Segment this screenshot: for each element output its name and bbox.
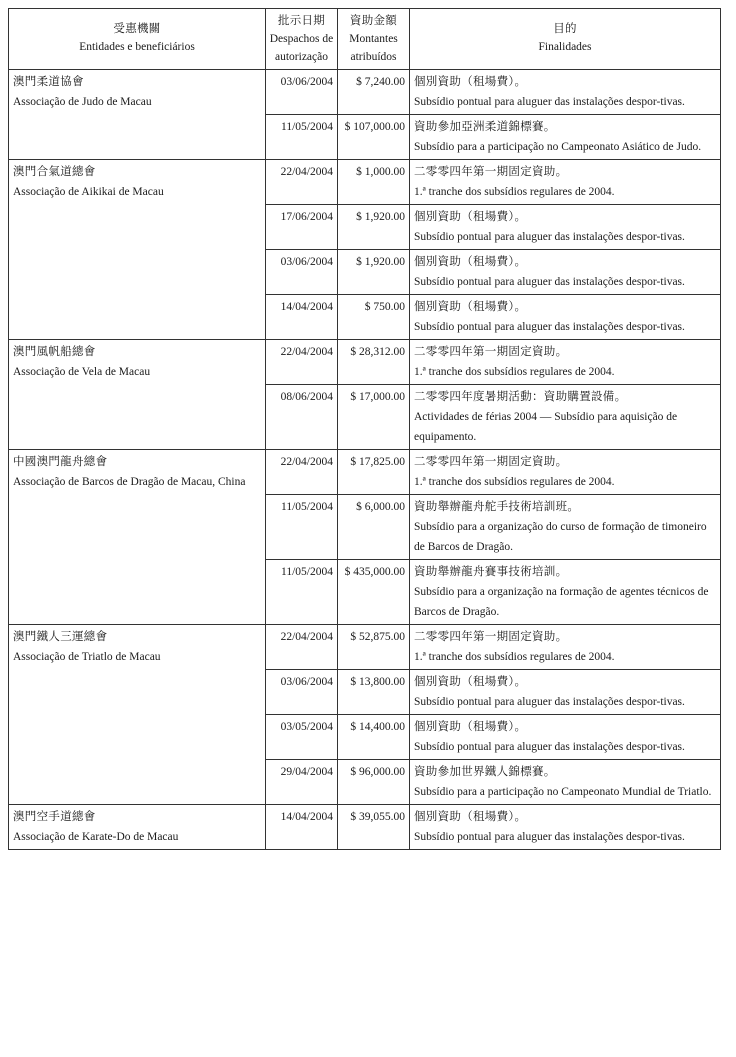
purpose-zh: 二零零四年第一期固定資助。	[414, 456, 568, 468]
amount-cell: $ 14,400.00	[338, 715, 410, 760]
header-date-pt-1: Despachos de	[269, 33, 334, 45]
purpose-zh: 個別資助（租場費）。	[414, 301, 527, 313]
entity-name-pt: Associação de Karate-Do de Macau	[13, 831, 179, 843]
purpose-cell	[410, 805, 721, 850]
purpose-zh: 個別資助（租場費）。	[414, 76, 527, 88]
amount-cell: $ 7,240.00	[338, 70, 410, 115]
purpose-zh: 資助舉辦龍舟舵手技術培訓班。	[414, 501, 580, 513]
purpose-zh: 二零零四年第一期固定資助。	[414, 631, 568, 643]
purpose-cell	[410, 115, 721, 160]
purpose-zh: 資助舉辦龍舟賽事技術培訓。	[414, 566, 568, 578]
purpose-cell	[410, 715, 721, 760]
date-cell: 17/06/2004	[266, 205, 338, 250]
entity-name-zh: 澳門合氣道總會	[13, 166, 96, 178]
date-cell: 11/05/2004	[266, 115, 338, 160]
purpose-pt: 1.ª tranche dos subsídios regulares de 2004.	[414, 186, 615, 198]
date-cell: 03/06/2004	[266, 250, 338, 295]
amount-cell: $ 107,000.00	[338, 115, 410, 160]
purpose-cell	[410, 250, 721, 295]
header-amount	[338, 9, 410, 70]
purpose-pt: Subsídio para a organização do curso de formação de timoneiro de Barcos de Dragão.	[414, 521, 707, 553]
purpose-zh: 二零零四年第一期固定資助。	[414, 166, 568, 178]
entity-cell	[9, 70, 266, 160]
header-entity-zh: 受惠機關	[113, 22, 161, 35]
purpose-zh: 二零零四年第一期固定資助。	[414, 346, 568, 358]
entity-name-zh: 中國澳門龍舟總會	[13, 456, 108, 468]
purpose-zh: 個別資助（租場費）。	[414, 721, 527, 733]
date-cell: 11/05/2004	[266, 560, 338, 625]
date-cell: 03/06/2004	[266, 670, 338, 715]
amount-cell: $ 28,312.00	[338, 340, 410, 385]
amount-cell: $ 17,825.00	[338, 450, 410, 495]
header-date-zh: 批示日期	[277, 15, 326, 27]
date-cell: 03/05/2004	[266, 715, 338, 760]
purpose-cell	[410, 760, 721, 805]
amount-cell: $ 39,055.00	[338, 805, 410, 850]
date-cell: 08/06/2004	[266, 385, 338, 450]
date-cell: 14/04/2004	[266, 805, 338, 850]
table-body	[9, 70, 721, 850]
date-cell: 22/04/2004	[266, 340, 338, 385]
date-cell: 22/04/2004	[266, 450, 338, 495]
purpose-zh: 個別資助（租場費）。	[414, 811, 527, 823]
entity-name-pt: Associação de Judo de Macau	[13, 96, 152, 108]
table-row	[9, 625, 721, 670]
purpose-zh: 個別資助（租場費）。	[414, 256, 527, 268]
entity-name-pt: Associação de Triatlo de Macau	[13, 651, 161, 663]
entity-name-pt: Associação de Aikikai de Macau	[13, 186, 164, 198]
entity-name-pt: Associação de Vela de Macau	[13, 366, 151, 378]
entity-cell	[9, 160, 266, 340]
entity-name-zh: 澳門鐵人三運總會	[13, 631, 108, 643]
purpose-zh: 資助參加世界鐵人錦標賽。	[414, 766, 556, 778]
amount-cell: $ 750.00	[338, 295, 410, 340]
purpose-pt: Subsídio pontual para aluguer das instalações despor-tivas.	[414, 831, 685, 843]
purpose-cell	[410, 560, 721, 625]
date-cell: 22/04/2004	[266, 160, 338, 205]
purpose-pt: Subsídio para a organização na formação de agentes técnicos de Barcos de Dragão.	[414, 586, 709, 618]
header-row	[9, 9, 721, 70]
amount-cell: $ 96,000.00	[338, 760, 410, 805]
purpose-cell	[410, 295, 721, 340]
amount-cell: $ 6,000.00	[338, 495, 410, 560]
table-row	[9, 70, 721, 115]
purpose-pt: Subsídio pontual para aluguer das instalações despor-tivas.	[414, 276, 685, 288]
purpose-zh: 二零零四年度暑期活動：資助購置設備。	[414, 391, 627, 403]
amount-cell: $ 17,000.00	[338, 385, 410, 450]
purpose-zh: 個別資助（租場費）。	[414, 676, 527, 688]
header-entity-pt: Entidades e beneficiários	[79, 40, 195, 53]
purpose-cell	[410, 160, 721, 205]
table-row	[9, 450, 721, 495]
purpose-cell	[410, 205, 721, 250]
date-cell: 29/04/2004	[266, 760, 338, 805]
entity-name-zh: 澳門空手道總會	[13, 811, 96, 823]
table-row	[9, 340, 721, 385]
purpose-cell	[410, 70, 721, 115]
subsidy-table	[8, 8, 721, 850]
header-entity	[9, 9, 266, 70]
purpose-pt: Subsídio pontual para aluguer das instalações despor-tivas.	[414, 741, 685, 753]
date-cell: 11/05/2004	[266, 495, 338, 560]
amount-cell: $ 52,875.00	[338, 625, 410, 670]
purpose-pt: 1.ª tranche dos subsídios regulares de 2004.	[414, 651, 615, 663]
entity-cell	[9, 450, 266, 625]
entity-cell	[9, 340, 266, 450]
date-cell: 03/06/2004	[266, 70, 338, 115]
purpose-pt: Actividades de férias 2004 — Subsídio para aquisição de equipamento.	[414, 411, 678, 443]
purpose-cell	[410, 625, 721, 670]
header-purpose-pt: Finalidades	[538, 40, 592, 53]
purpose-cell	[410, 495, 721, 560]
header-date	[266, 9, 338, 70]
header-purpose	[410, 9, 721, 70]
table-header	[9, 9, 721, 70]
purpose-pt: Subsídio para a participação no Campeonato Mundial de Triatlo.	[414, 786, 712, 798]
date-cell: 22/04/2004	[266, 625, 338, 670]
purpose-zh: 個別資助（租場費）。	[414, 211, 527, 223]
header-amount-pt-2: atribuídos	[350, 51, 397, 63]
purpose-zh: 資助參加亞洲柔道錦標賽。	[414, 121, 556, 133]
purpose-pt: 1.ª tranche dos subsídios regulares de 2004.	[414, 366, 615, 378]
table-row	[9, 160, 721, 205]
amount-cell: $ 1,920.00	[338, 250, 410, 295]
table-row	[9, 805, 721, 850]
amount-cell: $ 435,000.00	[338, 560, 410, 625]
header-date-pt-2: autorização	[275, 51, 328, 63]
purpose-cell	[410, 385, 721, 450]
date-cell: 14/04/2004	[266, 295, 338, 340]
purpose-pt: Subsídio pontual para aluguer das instalações despor-tivas.	[414, 96, 685, 108]
purpose-pt: Subsídio pontual para aluguer das instalações despor-tivas.	[414, 321, 685, 333]
purpose-cell	[410, 340, 721, 385]
purpose-cell	[410, 450, 721, 495]
purpose-cell	[410, 670, 721, 715]
entity-name-pt: Associação de Barcos de Dragão de Macau, China	[13, 476, 246, 488]
header-amount-zh: 資助金額	[349, 15, 398, 27]
entity-cell	[9, 805, 266, 850]
amount-cell: $ 13,800.00	[338, 670, 410, 715]
purpose-pt: Subsídio para a participação no Campeonato Asiático de Judo.	[414, 141, 702, 153]
purpose-pt: 1.ª tranche dos subsídios regulares de 2004.	[414, 476, 615, 488]
entity-name-zh: 澳門風帆船總會	[13, 346, 96, 358]
amount-cell: $ 1,920.00	[338, 205, 410, 250]
header-purpose-zh: 目的	[553, 22, 577, 35]
entity-cell	[9, 625, 266, 805]
amount-cell: $ 1,000.00	[338, 160, 410, 205]
purpose-pt: Subsídio pontual para aluguer das instalações despor-tivas.	[414, 696, 685, 708]
purpose-pt: Subsídio pontual para aluguer das instalações despor-tivas.	[414, 231, 685, 243]
entity-name-zh: 澳門柔道協會	[13, 76, 84, 88]
header-amount-pt-1: Montantes	[349, 33, 398, 45]
